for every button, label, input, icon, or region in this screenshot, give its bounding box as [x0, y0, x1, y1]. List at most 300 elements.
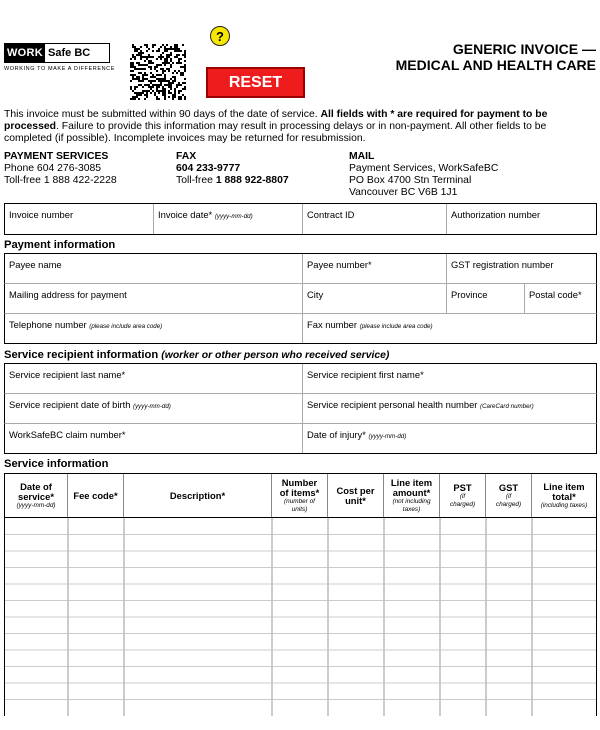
qr-module: [130, 64, 132, 66]
qr-module: [170, 78, 172, 80]
qr-module: [170, 54, 172, 56]
service-col-hint1: (if: [505, 492, 512, 500]
qr-module: [174, 80, 176, 82]
qr-module: [166, 80, 168, 82]
qr-code: [130, 44, 186, 100]
recipient-dob-field[interactable]: [5, 394, 303, 423]
service-table-grid: [5, 518, 596, 716]
qr-module: [146, 78, 148, 80]
qr-module: [134, 68, 136, 70]
qr-module: [172, 82, 174, 84]
qr-module: [176, 56, 178, 58]
qr-module: [156, 70, 158, 72]
qr-module: [182, 54, 184, 56]
payee-number-field[interactable]: [303, 254, 447, 283]
gst-registration-field[interactable]: [447, 254, 596, 283]
qr-module: [170, 88, 172, 90]
qr-module: [184, 70, 186, 72]
help-icon[interactable]: ?: [210, 26, 230, 46]
telephone-field[interactable]: [5, 314, 303, 343]
qr-module: [140, 52, 142, 54]
qr-module: [168, 96, 170, 98]
qr-module: [134, 66, 136, 68]
qr-module: [170, 58, 172, 60]
qr-module: [146, 84, 148, 86]
service-col-label2: unit*: [345, 494, 366, 506]
qr-module: [146, 96, 148, 98]
qr-module: [146, 50, 148, 52]
postal-code-field[interactable]: [525, 284, 596, 313]
qr-module: [168, 56, 170, 58]
qr-module: [180, 84, 182, 86]
qr-module: [168, 90, 170, 92]
qr-module: [182, 82, 184, 84]
qr-module: [162, 80, 164, 82]
qr-module: [130, 98, 132, 100]
qr-module: [146, 46, 148, 48]
qr-module: [178, 96, 180, 98]
mail-heading: MAIL: [349, 151, 375, 162]
qr-module: [152, 86, 154, 88]
mailing-address-label: Mailing address for payment: [9, 289, 127, 300]
qr-module: [174, 96, 176, 98]
qr-module: [150, 66, 152, 68]
qr-module: [156, 98, 158, 100]
qr-module: [146, 92, 148, 94]
payee-name-field[interactable]: [5, 254, 303, 283]
qr-module: [164, 98, 166, 100]
qr-module: [134, 92, 136, 94]
service-col-label1: Line item: [543, 480, 585, 492]
qr-module: [150, 56, 152, 58]
qr-module: [168, 86, 170, 88]
qr-module: [140, 50, 142, 52]
qr-module: [170, 66, 172, 68]
qr-module: [164, 76, 166, 78]
qr-module: [138, 92, 140, 94]
qr-module: [138, 68, 140, 70]
qr-module: [132, 96, 134, 98]
telephone-label: Telephone number: [9, 319, 87, 330]
qr-module: [130, 88, 132, 90]
date-of-injury-hint: (yyyy-mm-dd): [368, 433, 407, 440]
service-col-label1: Line item: [390, 476, 433, 488]
qr-module: [172, 62, 174, 64]
qr-module: [182, 94, 184, 96]
service-col-hint2: charged): [495, 500, 522, 508]
service-col-label2: total*: [552, 490, 576, 502]
qr-module: [184, 60, 186, 62]
qr-module: [152, 74, 154, 76]
qr-module: [180, 98, 182, 100]
qr-module: [142, 90, 144, 92]
qr-module: [164, 50, 166, 52]
qr-module: [176, 50, 178, 52]
qr-module: [138, 48, 140, 50]
qr-module: [176, 86, 178, 88]
qr-module: [174, 56, 176, 58]
qr-module: [178, 60, 180, 62]
invoice-number-field[interactable]: [5, 204, 154, 235]
qr-module: [166, 58, 168, 60]
qr-module: [156, 58, 158, 60]
qr-module: [164, 90, 166, 92]
recipient-first-name-field[interactable]: [303, 364, 596, 393]
qr-module: [178, 90, 180, 92]
service-col-label2: service*: [18, 490, 54, 502]
authorization-number-label: Authorization number: [451, 209, 541, 220]
qr-module: [182, 74, 184, 76]
qr-module: [158, 86, 160, 88]
qr-module: [160, 74, 162, 76]
qr-module: [144, 56, 146, 58]
qr-module: [178, 58, 180, 60]
logo-work: WORK: [5, 44, 45, 62]
qr-module: [174, 70, 176, 72]
qr-module: [158, 84, 160, 86]
service-col-hint1: (not including: [392, 497, 431, 505]
qr-module: [148, 48, 150, 50]
invoice-date-field[interactable]: [154, 204, 303, 235]
fax-number-label: Fax number: [307, 319, 358, 330]
qr-module: [150, 88, 152, 90]
qr-module: [176, 62, 178, 64]
qr-module: [174, 46, 176, 48]
qr-module: [136, 62, 138, 64]
qr-module: [144, 84, 146, 86]
qr-module: [136, 86, 138, 88]
service-col-header: [272, 474, 328, 517]
qr-module: [172, 76, 174, 78]
qr-module: [168, 54, 170, 56]
qr-module: [160, 56, 162, 58]
qr-module: [158, 98, 160, 100]
qr-module: [174, 94, 176, 96]
qr-module: [170, 92, 172, 94]
qr-module: [152, 84, 154, 86]
qr-module: [166, 84, 168, 86]
qr-module: [160, 80, 162, 82]
qr-module: [154, 68, 156, 70]
date-of-injury-label: Date of injury*: [307, 429, 366, 440]
city-field[interactable]: [303, 284, 447, 313]
qr-module: [144, 68, 146, 70]
qr-module: [174, 50, 176, 52]
qr-module: [146, 90, 148, 92]
qr-module: [174, 48, 176, 50]
qr-module: [174, 90, 176, 92]
qr-module: [144, 72, 146, 74]
service-col-label1: Date of: [20, 480, 52, 492]
telephone-hint: (please include area code): [89, 323, 163, 330]
qr-module: [130, 58, 132, 60]
province-label: Province: [451, 289, 488, 300]
qr-module: [162, 56, 164, 58]
instructions-required: All fields with * are required for payment to be processed: [4, 109, 548, 132]
service-table-header: [4, 473, 597, 518]
qr-module: [152, 76, 154, 78]
qr-module: [148, 66, 150, 68]
claim-number-field[interactable]: [5, 424, 303, 453]
qr-module: [138, 80, 140, 82]
fax-number: 604 233-9777: [176, 163, 241, 174]
qr-module: [176, 72, 178, 74]
qr-module: [134, 78, 136, 80]
qr-module: [160, 64, 162, 66]
qr-module: [146, 44, 148, 46]
qr-module: [178, 50, 180, 52]
qr-module: [146, 58, 148, 60]
qr-module: [178, 82, 180, 84]
service-col-header: [440, 474, 486, 517]
qr-module: [142, 56, 144, 58]
qr-module: [140, 92, 142, 94]
service-col-label1: GST: [498, 481, 519, 493]
qr-module: [156, 88, 158, 90]
qr-module: [158, 64, 160, 66]
date-of-injury-field[interactable]: [303, 424, 596, 453]
qr-module: [156, 74, 158, 76]
invoice-date-hint: (yyyy-mm-dd): [214, 213, 253, 220]
qr-module: [176, 84, 178, 86]
qr-module: [164, 46, 166, 48]
qr-module: [182, 66, 184, 68]
contract-id-field[interactable]: [303, 204, 447, 235]
qr-module: [154, 44, 156, 46]
reset-button[interactable]: RESET: [206, 67, 305, 98]
service-col-hint2: charged): [449, 500, 476, 508]
logo-safebc: Safe BC: [48, 47, 91, 59]
qr-module: [168, 70, 170, 72]
service-col-label1: PST: [453, 481, 472, 493]
qr-module: [184, 78, 186, 80]
qr-module: [174, 92, 176, 94]
qr-module: [138, 72, 140, 74]
qr-module: [156, 50, 158, 52]
qr-module: [184, 82, 186, 84]
service-col-header: [486, 474, 532, 517]
qr-module: [144, 94, 146, 96]
qr-module: [152, 46, 154, 48]
qr-module: [170, 86, 172, 88]
qr-module: [144, 74, 146, 76]
divider: [4, 234, 597, 235]
qr-module: [152, 80, 154, 82]
qr-module: [156, 84, 158, 86]
form-title-line2: MEDICAL AND HEALTH CARE: [395, 57, 596, 73]
instructions-part2: . Failure to provide this information may result in processing delays or in non-payment. All other fields to be completed (if possible). Incomplete invoices may be returned for resubmission.: [4, 121, 547, 144]
recipient-info-title-text: Service recipient information: [4, 349, 159, 361]
recipient-row-2: [4, 393, 597, 423]
qr-module: [178, 84, 180, 86]
qr-module: [134, 86, 136, 88]
form-title: [396, 41, 596, 73]
qr-module: [178, 92, 180, 94]
qr-module: [152, 44, 154, 46]
recipient-info-title: [4, 349, 389, 361]
qr-module: [136, 96, 138, 98]
province-field[interactable]: [447, 284, 525, 313]
service-col-label1: Fee code*: [73, 489, 118, 501]
qr-module: [140, 58, 142, 60]
qr-module: [162, 52, 164, 54]
qr-module: [168, 84, 170, 86]
qr-module: [138, 62, 140, 64]
payment-row-3: [4, 313, 597, 343]
payment-services-heading: PAYMENT SERVICES: [4, 151, 109, 162]
qr-module: [178, 48, 180, 50]
qr-module: [164, 60, 166, 62]
qr-module: [138, 84, 140, 86]
recipient-last-name-label: Service recipient last name*: [9, 369, 126, 380]
qr-module: [180, 90, 182, 92]
qr-module: [164, 74, 166, 76]
qr-module: [172, 98, 174, 100]
qr-module: [184, 54, 186, 56]
qr-module: [140, 72, 142, 74]
qr-module: [152, 56, 154, 58]
qr-module: [164, 64, 166, 66]
qr-module: [134, 46, 136, 48]
qr-module: [154, 84, 156, 86]
qr-module: [140, 80, 142, 82]
qr-module: [142, 52, 144, 54]
qr-module: [180, 66, 182, 68]
qr-module: [170, 52, 172, 54]
qr-module: [150, 92, 152, 94]
qr-module: [132, 64, 134, 66]
qr-module: [132, 76, 134, 78]
qr-module: [136, 54, 138, 56]
authorization-number-field[interactable]: [447, 204, 596, 235]
qr-module: [154, 94, 156, 96]
service-col-header: [384, 474, 440, 517]
qr-module: [150, 76, 152, 78]
service-col-header: [328, 474, 384, 517]
qr-module: [144, 60, 146, 62]
qr-module: [162, 86, 164, 88]
service-col-label1: Number: [281, 476, 318, 488]
qr-module: [160, 82, 162, 84]
qr-module: [148, 62, 150, 64]
qr-module: [162, 44, 164, 46]
qr-module: [160, 46, 162, 48]
payee-name-label: Payee name: [9, 259, 62, 270]
qr-module: [156, 86, 158, 88]
qr-module: [158, 50, 160, 52]
qr-module: [140, 94, 142, 96]
worksafebc-logo: [4, 43, 116, 72]
service-col-header: [532, 474, 596, 517]
fax-number-hint: (please include area code): [359, 323, 433, 330]
qr-module: [164, 94, 166, 96]
qr-module: [184, 68, 186, 70]
instructions-part1: This invoice must be submitted within 90 days of the date of service.: [4, 109, 321, 120]
fax-tollfree-number: 1 888 922-8807: [215, 175, 289, 186]
qr-module: [138, 54, 140, 56]
qr-module: [142, 68, 144, 70]
qr-module: [136, 78, 138, 80]
qr-module: [184, 66, 186, 68]
qr-module: [146, 64, 148, 66]
recipient-last-name-field[interactable]: [5, 364, 303, 393]
fax-tollfree-prefix: Toll-free: [176, 175, 216, 186]
qr-module: [152, 62, 154, 64]
qr-module: [182, 88, 184, 90]
qr-module: [166, 44, 168, 46]
qr-module: [158, 74, 160, 76]
payee-number-label: Payee number*: [307, 259, 372, 270]
qr-module: [166, 48, 168, 50]
qr-module: [132, 98, 134, 100]
qr-module: [144, 44, 146, 46]
qr-module: [166, 50, 168, 52]
qr-module: [164, 78, 166, 80]
service-col-label2: of items*: [279, 486, 320, 498]
service-col-label2: amount*: [392, 486, 431, 498]
qr-module: [132, 66, 134, 68]
payment-services-contact: [4, 151, 117, 187]
qr-module: [138, 76, 140, 78]
mailing-address-field[interactable]: [5, 284, 303, 313]
recipient-dob-label: Service recipient date of birth: [9, 399, 131, 410]
qr-module: [134, 50, 136, 52]
qr-module: [178, 62, 180, 64]
qr-module: [162, 70, 164, 72]
qr-module: [132, 54, 134, 56]
qr-module: [162, 62, 164, 64]
qr-module: [136, 76, 138, 78]
qr-module: [136, 48, 138, 50]
qr-module: [144, 78, 146, 80]
mail-contact: [349, 151, 498, 199]
qr-module: [130, 66, 132, 68]
qr-module: [138, 52, 140, 54]
qr-module: [164, 70, 166, 72]
qr-module: [148, 84, 150, 86]
qr-module: [134, 58, 136, 60]
qr-module: [142, 76, 144, 78]
qr-module: [130, 86, 132, 88]
qr-module: [148, 90, 150, 92]
qr-module: [170, 84, 172, 86]
qr-module: [162, 94, 164, 96]
qr-module: [154, 92, 156, 94]
divider: [4, 343, 597, 344]
qr-module: [176, 44, 178, 46]
qr-module: [180, 74, 182, 76]
recipient-phn-field[interactable]: [303, 394, 596, 423]
qr-module: [140, 46, 142, 48]
service-col-label1: Description*: [169, 489, 226, 501]
qr-module: [134, 96, 136, 98]
qr-module: [152, 50, 154, 52]
qr-module: [142, 64, 144, 66]
payment-tollfree: Toll-free 1 888 422-2228: [4, 175, 117, 186]
qr-module: [184, 56, 186, 58]
qr-module: [174, 76, 176, 78]
fax-contact: [176, 151, 289, 187]
form-title-line1: GENERIC INVOICE —: [452, 41, 596, 57]
qr-module: [132, 70, 134, 72]
qr-module: [176, 54, 178, 56]
qr-module: [162, 88, 164, 90]
qr-module: [150, 62, 152, 64]
qr-module: [130, 62, 132, 64]
payment-row-1: [4, 253, 597, 283]
qr-module: [164, 88, 166, 90]
fax-number-field[interactable]: [303, 314, 596, 343]
